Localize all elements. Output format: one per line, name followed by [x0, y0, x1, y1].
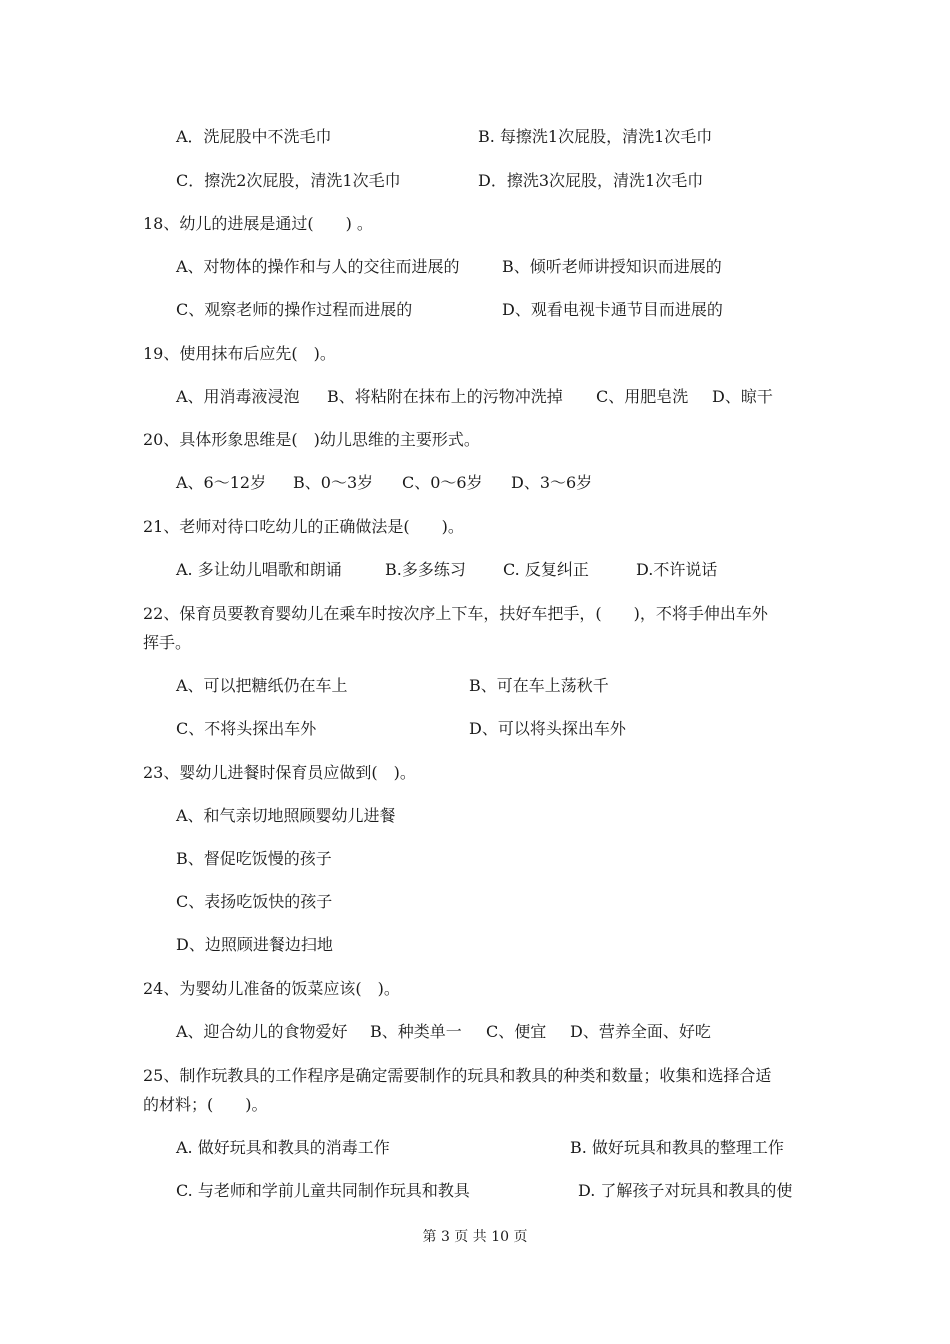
- q21-option-d: D.不许说话: [636, 560, 718, 579]
- q19-option-b: B、将粘附在抹布上的污物冲洗掉: [327, 387, 563, 406]
- q18-stem: 18、幼儿的进展是通过( ) 。: [143, 214, 373, 233]
- q17-option-c: C．擦洗2次屁股，清洗1次毛巾: [176, 171, 401, 190]
- q21-option-b: B.多多练习: [385, 560, 466, 579]
- q17-option-b: B. 每擦洗1次屁股，清洗1次毛巾: [478, 127, 713, 146]
- q22-stem-line1: 22、保育员要教育婴幼儿在乘车时按次序上下车，扶好车把手，( )，不将手伸出车外: [143, 604, 768, 623]
- q20-option-b: B、0～3岁: [293, 473, 374, 492]
- q21-stem: 21、老师对待口吃幼儿的正确做法是( )。: [143, 517, 464, 536]
- q22-option-c: C、不将头探出车外: [176, 719, 317, 738]
- q19-option-c: C、用肥皂洗: [596, 387, 689, 406]
- q25-option-a: A. 做好玩具和教具的消毒工作: [176, 1138, 390, 1157]
- q24-option-c: C、便宜: [486, 1022, 547, 1041]
- q19-option-d: D、晾干: [712, 387, 773, 406]
- q23-stem: 23、婴幼儿进餐时保育员应做到( )。: [143, 763, 416, 782]
- q22-option-a: A、可以把糖纸仍在车上: [176, 676, 348, 695]
- q24-stem: 24、为婴幼儿准备的饭菜应该( )。: [143, 979, 400, 998]
- q20-option-c: C、0～6岁: [402, 473, 483, 492]
- q25-option-c: C. 与老师和学前儿童共同制作玩具和教具: [176, 1181, 470, 1200]
- q25-stem-line1: 25、制作玩教具的工作程序是确定需要制作的玩具和教具的种类和数量；收集和选择合适: [143, 1066, 772, 1085]
- q22-option-d: D、可以将头探出车外: [469, 719, 626, 738]
- q24-option-d: D、营养全面、好吃: [570, 1022, 711, 1041]
- q18-option-d: D、观看电视卡通节目而进展的: [502, 300, 723, 319]
- q17-option-a: A．洗屁股中不洗毛巾: [176, 127, 332, 146]
- q21-option-c: C. 反复纠正: [503, 560, 589, 579]
- q21-option-a: A. 多让幼儿唱歌和朗诵: [176, 560, 342, 579]
- q23-option-a: A、和气亲切地照顾婴幼儿进餐: [176, 806, 396, 825]
- q17-option-d: D．擦洗3次屁股，清洗1次毛巾: [478, 171, 704, 190]
- q24-option-b: B、种类单一: [370, 1022, 462, 1041]
- q22-option-b: B、可在车上荡秋千: [469, 676, 609, 695]
- q24-option-a: A、迎合幼儿的食物爱好: [176, 1022, 348, 1041]
- q19-stem: 19、使用抹布后应先( )。: [143, 344, 336, 363]
- q25-option-d: D. 了解孩子对玩具和教具的使: [578, 1181, 793, 1200]
- q18-option-b: B、倾听老师讲授知识而进展的: [502, 257, 722, 276]
- q23-option-c: C、表扬吃饭快的孩子: [176, 892, 333, 911]
- q20-option-d: D、3～6岁: [511, 473, 593, 492]
- q25-option-b: B. 做好玩具和教具的整理工作: [570, 1138, 784, 1157]
- q19-option-a: A、用消毒液浸泡: [176, 387, 300, 406]
- q20-option-a: A、6～12岁: [176, 473, 267, 492]
- q25-stem-line2: 的材料；( )。: [143, 1095, 268, 1114]
- q20-stem: 20、具体形象思维是( )幼儿思维的主要形式。: [143, 430, 480, 449]
- q18-option-a: A、对物体的操作和与人的交往而进展的: [176, 257, 460, 276]
- page-number-footer: 第 3 页 共 10 页: [422, 1229, 528, 1245]
- q22-stem-line2: 挥手。: [143, 633, 192, 652]
- q23-option-b: B、督促吃饭慢的孩子: [176, 849, 332, 868]
- q18-option-c: C、观察老师的操作过程而进展的: [176, 300, 413, 319]
- q23-option-d: D、边照顾进餐边扫地: [176, 935, 333, 954]
